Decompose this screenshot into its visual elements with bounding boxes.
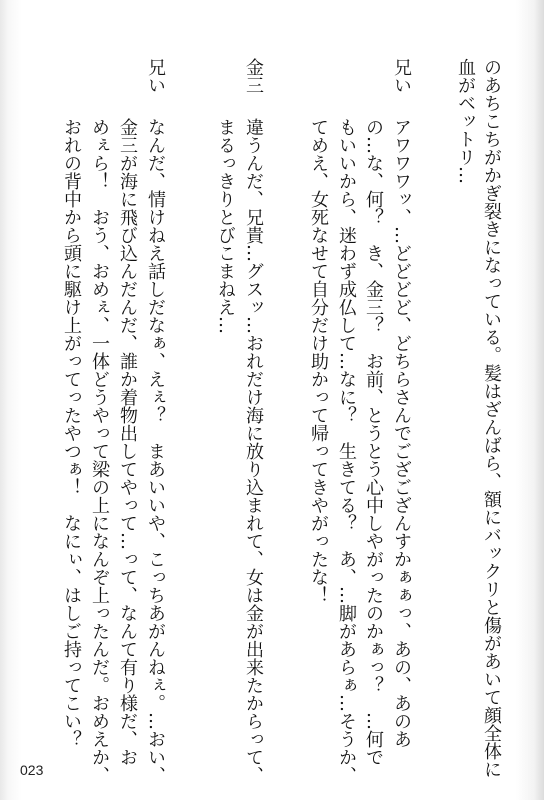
speaker-label: 兄い (391, 58, 412, 94)
speaker-label: 兄い (145, 58, 166, 94)
dialogue-line: アワワワッ、…どどどど、どちらさんでござござんすかぁぁっ、あの、あのあ (391, 118, 412, 748)
dialogue-line: まるっきりとびこまねえ… (215, 118, 236, 334)
text-column: のあちこちがかぎ裂きになっている。髪はざんばら、額にバックリと傷があいて顔全体に (481, 58, 502, 778)
text-column: 血がベットリ… (455, 58, 476, 184)
dialogue-line: てめえ、女死なせて自分だけ助かって帰ってきやがったな！ (308, 118, 329, 604)
dialogue-line: おれの背中から頭に駆け上がってったやつぁ！ なにぃ、はしご持ってこい？ (61, 118, 82, 748)
dialogue-line: もいいから、迷わず成仏して…なに？ 生きてる？ あ、…脚があらぁ…そうか、 (336, 118, 357, 784)
dialogue-line: めぇら！ おう、おめぇ、一体どうやって梁の上になんぞ上ったんだ。おめえか、 (89, 118, 110, 784)
page-number: 023 (20, 762, 44, 778)
dialogue-line: 金三が海に飛び込んだんだ、誰か着物出してやって…って、なんて有り様だ、お (117, 118, 138, 766)
speaker-label: 金三 (243, 58, 264, 94)
dialogue-line: 違うんだ、兄貴…グスッ…おれだけ海に放り込まれて、女は金が出来たからって、 (243, 118, 264, 784)
dialogue-line: なんだ、情けねえ話しだなぁ、えぇ？ まあいいや、こっちあがんねぇ。…おい、 (145, 118, 166, 784)
dialogue-line: の…な、何？ き、金三？ お前、とうとう心中しやがったのかぁっ？ …何で (363, 118, 384, 766)
